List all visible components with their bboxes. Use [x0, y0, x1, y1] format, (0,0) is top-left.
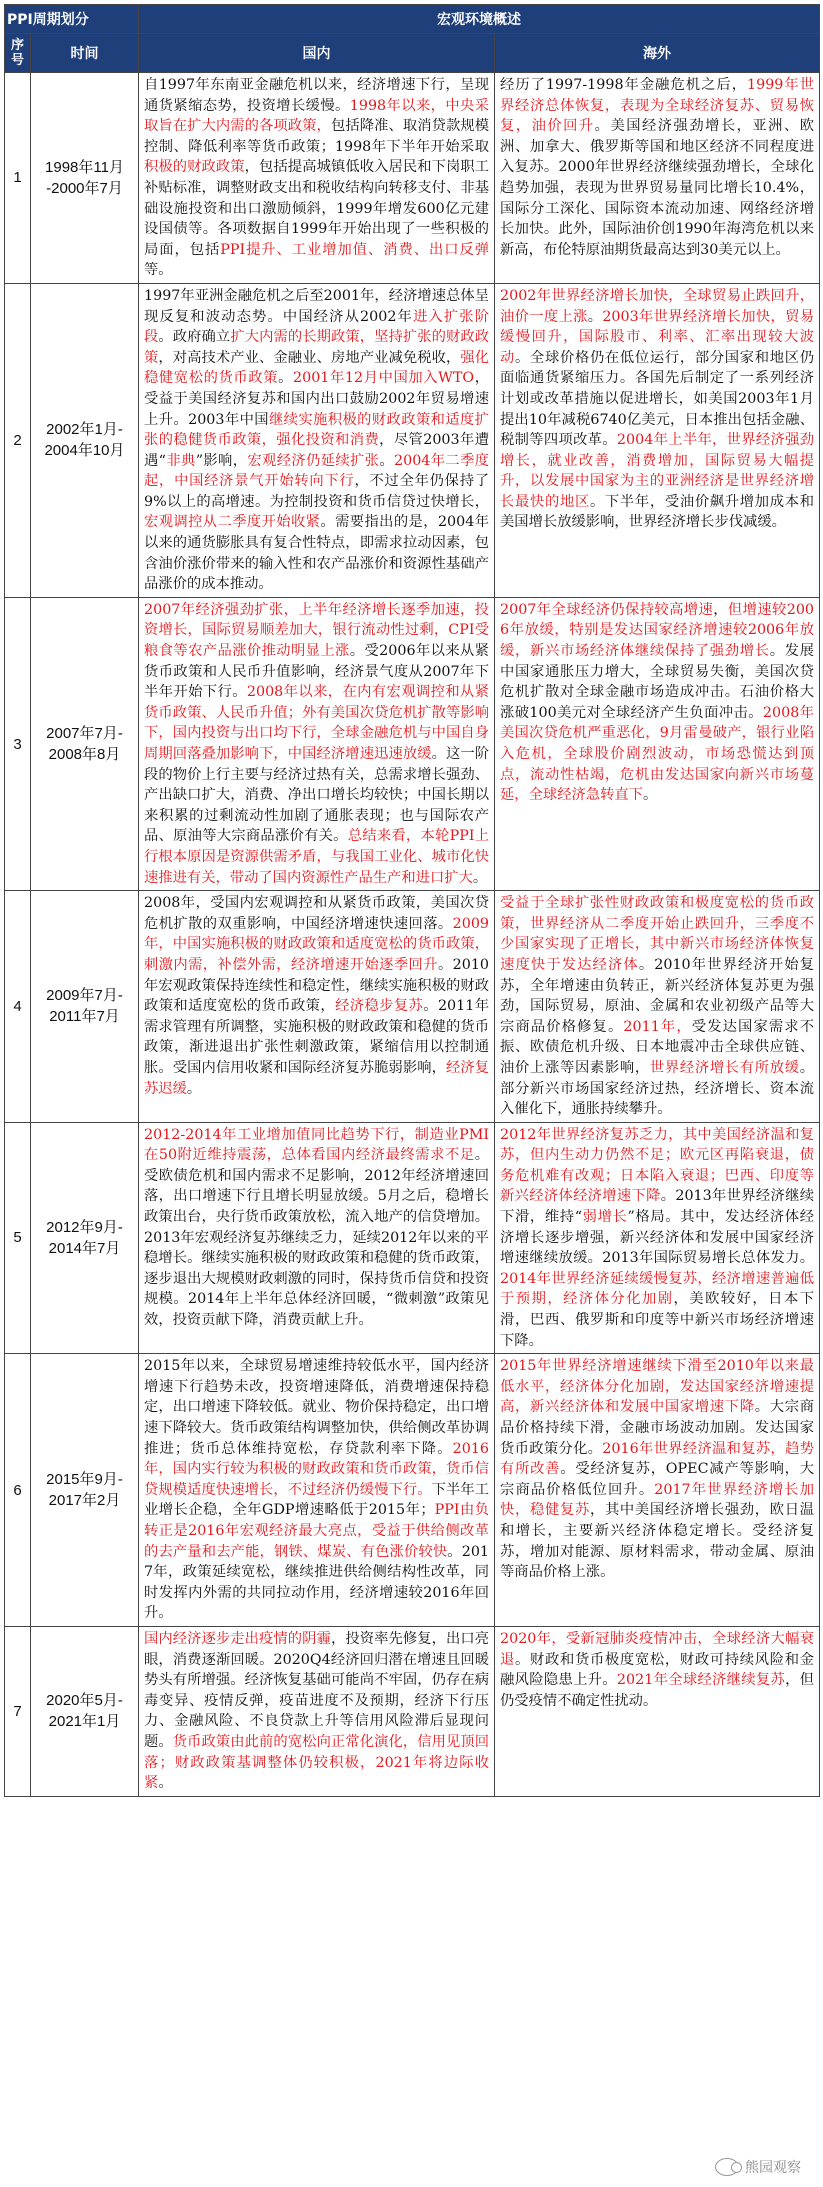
highlight-text: 2004年二季度起，中国经济景气开始转向下行	[144, 452, 490, 490]
body-text: 经历了1997-1998年金融危机之后，	[500, 77, 748, 93]
highlight-text: 2016年世界经济温和复苏，趋势有所改善	[500, 1440, 815, 1478]
body-text: 。部分新兴市场国家经济过热，经济增长、资本流入催化下，通胀持续攀升。	[500, 1059, 815, 1118]
highlight-text: 2003年世界经济增长加快，贸易缓慢回升，国际股市、利率、汇率出现较大波动	[500, 308, 815, 366]
period-line: 2004年10月	[44, 442, 125, 460]
highlight-text: 2014年世界经济延续缓慢复苏，经济增速普遍低于预期，经济体分化加剧	[500, 1270, 815, 1308]
highlight-text: 受益于全球扩张性财政政策和极度宽松的货币政策，世界经济从二季度开始止跌回升，三季度不少国家实现了正增长，其中新兴市场经济体恢复速度快于发达经济体	[500, 895, 815, 973]
row-index: 6	[5, 1354, 31, 1627]
body-text: ，美欧较好，日本下滑，巴西、俄罗斯和印度等中新兴市场经济增速下降。	[500, 1291, 815, 1349]
period-line: 1998年11月	[45, 158, 124, 176]
period-line: 2008年8月	[48, 746, 121, 763]
body-text: 包括降准、取消贷款规模控制、降低利率等货币政策；1998年下半年开始采取	[144, 118, 490, 155]
highlight-text: 稳健复苏	[530, 1502, 590, 1519]
ppi-cycle-table	[4, 4, 820, 1797]
domestic-text	[139, 891, 495, 1123]
highlight-text: 2011年，	[623, 1018, 692, 1035]
row-period	[31, 891, 139, 1123]
body-text: 。2011年需求管理有所调整，实施积极的财政政策和稳健的货币政策，渐进退出扩张性刺激政策，紧缩信用以控制通胀。受国内信用收紧和国际经济复苏脆弱影响，	[144, 998, 490, 1076]
row-index: 5	[5, 1122, 31, 1354]
row-index: 2	[5, 283, 31, 597]
domestic-text	[139, 1122, 495, 1354]
body-text: 自1997年东南亚金融危机以来，经济增速下行，呈现通货紧缩态势，投资增长缓慢。	[144, 77, 490, 114]
macro-environment-header: 宏观环境概述	[139, 5, 820, 34]
body-text: 。	[587, 308, 603, 325]
body-text: 。	[642, 787, 658, 804]
highlight-text: 2015年世界经济增速继续下滑至2010年以来最低水平，经济体分化加剧，发达国家经济增速提高，新兴经济体和发展中国家增速下降	[500, 1358, 815, 1416]
overseas-text	[495, 891, 820, 1123]
body-text: ”影响，	[195, 452, 248, 469]
time-header: 时间	[31, 34, 139, 73]
period-line: -2000年7月	[46, 179, 123, 197]
body-text: ，受益于美国经济复苏和国内出口鼓励2002年贸易增速上升。2003年中国	[144, 370, 490, 428]
period-line: 2017年2月	[48, 1492, 121, 1510]
body-text: 。美国经济强劲增长，亚洲、欧洲、加拿大、俄罗斯等国和地区经济不同程度进入复苏。2000年世界经济继续强劲增长，全球化趋势加强，表现为世界贸易量同比增长10.4%，国际分工深化、国际资本流动加速、网络经济增长加快。此外，国际油价创1990年海湾危机以来新高，布伦特原油期货最高达到30美元以上。	[500, 118, 815, 258]
highlight-text: PPI由负转正是2016年宏观经济最大亮点，受益于供给侧改革的去产量和去产能，钢铁、煤炭、有色涨价较快	[144, 1502, 490, 1560]
highlight-text: 2008年美国次贷危机严重恶化，9月雷曼破产，银行业陷入危机，全球股价剧烈波动，市场恐慌达到顶点，流动性枯竭，危机由发达国家向新兴市场蔓延，全球经济急转直下	[500, 704, 815, 804]
highlight-text: 1998年以来，中央采取旨在扩大内需的各项政策，	[144, 97, 490, 135]
header-row-top	[5, 5, 820, 34]
domestic-text	[139, 597, 495, 890]
row-index: 1	[5, 73, 31, 284]
row-period	[31, 597, 139, 890]
highlight-text: 经济稳步复苏	[335, 998, 424, 1015]
body-text: 。受经济复苏，OPEC减产等影响，大宗商品价格低位回升。	[500, 1461, 815, 1498]
highlight-text: 2021年全球经济继续复苏	[616, 1672, 786, 1689]
body-text: ，尽管2003年遭遇“	[144, 432, 490, 469]
body-text: 。受欧债危机和国内需求不足影响，2012年经济增速回落，出口增速下行且增长明显放缓。5月之后，稳增长政策出台，央行货币政策放松，流入地产的信贷增加。2013年宏观经济复苏继续乏力，延续2012年以来的平稳增长。继续实施积极的财政政策和稳健的货币政策，逐步退出大规模财政刺激的同时，保持货币信贷和投资规模。2014年上半年总体经济回暖，“微刺激”政策见效，投资贡献下降，消费贡献上升。	[144, 1147, 490, 1329]
body-text: 2008年，受国内宏观调控和从紧货币政策，美国次贷危机扩散的双重影响，中国经济增速快速回落。	[144, 895, 490, 932]
body-text: ，	[713, 601, 728, 618]
watermark-text: 熊园观察	[745, 2160, 801, 2176]
period-line: 2014年7月	[48, 1239, 121, 1257]
body-text: 。下半年，受油价飙升增加成本和美国增长放缓影响，世界经济增长步伐减缓。	[500, 493, 815, 531]
highlight-text: 积极的财政政策	[144, 159, 245, 176]
highlight-text: 2008年以来，在内有宏观调控和从紧货币政策、人民币升值；外有美国次贷危机扩散等影响下，国内投资与出口均下行，全球金融危机与中国自身周期回落叠加影响下，中国经济增速迅速放缓	[144, 684, 490, 762]
table-row	[5, 73, 820, 284]
body-text: 。需要指出的是，2004年以来的通货膨胀具有复合性特点，即需求拉动因素，包含油价涨价带来的输入性和农产品涨价和资源性基础产品涨价的成本推动。	[144, 514, 490, 593]
highlight-text: 2012年世界经济复苏乏力，其中美国经济温和复苏，但内生动力仍然不足；欧元区再陷衰退，债务危机难有改观；日本陷入衰退；巴西、印度等新兴经济体经济增速下降	[500, 1126, 815, 1205]
highlight-text: 世界经济增长有所放缓	[649, 1059, 800, 1076]
row-period	[31, 73, 139, 284]
overseas-text	[495, 73, 820, 284]
overseas-text	[495, 1354, 820, 1627]
body-text: 下半年工业增长企稳，全年GDP增速略低于2015年；	[144, 1481, 490, 1519]
body-text: 2015年以来，全球贸易增速维持较低水平，国内经济增速下行趋势未改，投资增速降低，消费增速保持稳定，出口增速下降较低。就业、物价保持稳定，出口增速下降较大。货币政策结构调整加快，供给侧改革协调推进；货币总体维持宽松，存贷款利率下降。	[144, 1358, 490, 1457]
row-period	[31, 1626, 139, 1796]
highlight-text: 2002年世界经济增长加快，全球贸易止跌回升，油价一度上涨	[500, 287, 815, 325]
body-text: ，其中美国经济增长强劲，欧日温和增长，主要新兴经济体稳定增长。受经济复苏，增加对能源、原材料需求，带动金属、原油等商品价格上涨。	[500, 1502, 815, 1581]
header-row-bottom	[5, 34, 820, 73]
row-index: 7	[5, 1626, 31, 1796]
body-text: ”格局。其中，发达经济体经济增长逐步增强，新兴经济体和发展中国家经济增速继续放缓。2013年国际贸易增长总体发力。	[500, 1209, 815, 1267]
index-header: 序号	[5, 34, 31, 73]
table-row	[5, 1122, 820, 1354]
body-text: 。大宗商品价格持续下滑，金融市场波动加剧。发达国家货币政策分化。	[500, 1399, 815, 1457]
body-text: 等。	[144, 262, 173, 279]
highlight-text: 2016年，国内实行较为积极的财政政策和货币政策，货币信贷规模适度快速增长，不过经济仍缓慢下行。	[144, 1440, 490, 1498]
period-line: 2002年1月-	[46, 421, 123, 439]
overseas-text	[495, 597, 820, 890]
body-text: ，包括提高城镇低收入居民和下岗职工补贴标准，调整财政支出和税收结构向转移支付、非基础设施投资和出口激励倾斜，1999年增发600亿元建设国债等。各项数据自1999年开始出现了一些积极的局面，包括	[144, 159, 490, 258]
overseas-text	[495, 283, 820, 597]
body-text: 。	[472, 869, 488, 886]
body-text: 。全球价格仍在低位运行，部分国家和地区仍面临通货紧缩压力。各国先后制定了一系列经济计划或改革措施以促进增长，如美国2003年1月提出10年减税6740亿美元，日本推出包括金融、税制等四项改革。	[500, 349, 815, 449]
highlight-text: 2007年经济强劲扩张，上半年经济增长逐季加速，投资增长，国际贸易顺差加大，银行流动性过剩，CPI受粮食等农产品涨价推动明显上涨	[144, 601, 490, 660]
highlight-text: 经济复苏迟缓	[144, 1059, 490, 1097]
table-row	[5, 283, 820, 597]
period-line: 2015年9月-	[46, 1471, 123, 1489]
highlight-text: 宏观经济仍延续扩张	[247, 452, 380, 469]
domestic-header: 国内	[139, 34, 495, 73]
highlight-text: 2012-2014年工业增加值同比趋势下行，制造业PMI在50附近维持震荡，总体看国内经济最终需求不足	[144, 1126, 490, 1164]
highlight-text: PPI提升、工业增加值、消费、出口反弹	[220, 241, 490, 258]
body-text: 受发达国家需求不振、欧债危机升级、日本地震冲击全球供应链、油价上涨等因素影响，	[500, 1018, 815, 1076]
body-text: 。	[278, 370, 294, 387]
highlight-text: 2004年上半年，世界经济强劲增长，就业改善，消费增加，国际贸易大幅提升，以发展中国家为主的亚洲经济是世界经济增长最快的地区	[500, 432, 815, 510]
highlight-text: 弱增长	[582, 1209, 628, 1226]
table-row	[5, 597, 820, 890]
body-text: 。2010年宏观政策保持连续性和稳定性，继续实施积极的财政政策和适度宽松的货币政策，	[144, 956, 490, 1015]
ppi-cycle-header: PPI周期划分	[5, 5, 139, 34]
period-line: 2020年5月-	[46, 1692, 123, 1710]
body-text: ，不过全年仍保持了9%以上的高增速。为控制投资和货币信贷过快增长，	[144, 473, 490, 510]
table-row	[5, 1626, 820, 1796]
highlight-text: 但增速较2006年放缓，特别是发达国家经济增速较2006年放缓，新兴市场经济体继续保持了强劲增长	[500, 601, 815, 660]
domestic-text	[139, 283, 495, 597]
overseas-text	[495, 1626, 820, 1796]
table-row	[5, 1354, 820, 1627]
table-row	[5, 891, 820, 1123]
period-line: 2007年7月-	[46, 725, 123, 742]
highlight-text: 2017年世界经济增长加快，	[500, 1481, 815, 1519]
body-text: 。2017年，政策延续宽松，继续推进供给侧结构性改革，同时发挥内外需的共同拉动作用，经济增速较2016年回升。	[144, 1543, 490, 1622]
highlight-text: 宏观调控从二季度开始收紧	[144, 514, 321, 531]
body-text: ，对高技术产业、金融业、房地产业减免税收，	[158, 349, 461, 366]
row-period	[31, 1122, 139, 1354]
body-text: 。政府确立	[158, 329, 231, 346]
period-line: 2012年9月-	[46, 1218, 123, 1236]
highlight-text: 2020年，受新冠肺炎疫情冲击，全球经济大幅衰退	[500, 1630, 815, 1668]
body-text: 。2013年世界经济继续下滑，维持“	[500, 1188, 815, 1226]
body-text: 1997年亚洲金融危机之后至2001年，经济增速总体呈现反复和波动态势。中国经济从2002年	[144, 287, 490, 325]
body-text: ，投资率先修复，出口亮眼，消费逐渐回暖。2020Q4经济回归潜在增速且回暖势头有所增强。经济恢复基础可能尚不牢固，仍存在病毒变异、疫情反弹，疫苗进度不及预期，经济下行压力、金融风险、不良贷款上升等信用风险滞后显现问题。	[144, 1630, 490, 1750]
highlight-text: 货币政策由此前的宽松向正常化演化，信用见顶回落；财政政策基调整体仍较积极，2021年将边际收紧	[144, 1733, 490, 1792]
highlight-text: 扩大内需的长期政策，坚持扩张的财政政策	[144, 329, 490, 366]
domestic-text	[139, 1626, 495, 1796]
row-index: 4	[5, 891, 31, 1123]
body-text: 。这一阶段的物价上行主要与经济过热有关，总需求增长强劲、产出缺口扩大，消费、净出口增长均较快；中国长期以来积累的过剩流动性加剧了通胀表现；也与国际农产品、原油等大宗商品涨价有关。	[144, 746, 490, 845]
highlight-text: 国内经济逐步走出疫情的阴霾	[144, 1630, 331, 1647]
highlight-text: 2001年12月中国加入WTO	[293, 370, 475, 387]
body-text: 。	[186, 1080, 202, 1097]
body-text: 。财政和货币极度宽松，财政可持续风险和金融风险隐患上升。	[500, 1651, 815, 1689]
highlight-text: 总结来看，本轮PPI上行根本原因是资源供需矛盾，与我国工业化、城市化快速推进有关，带动了国内资源性产品生产和进口扩大	[144, 828, 490, 886]
watermark	[715, 2157, 801, 2177]
highlight-text: 1999年世界经济总体恢复，表现为全球经济复苏、贸易恢复，油价回升	[500, 77, 815, 135]
wechat-icon	[715, 2158, 739, 2176]
overseas-header: 海外	[495, 34, 820, 73]
domestic-text	[139, 1354, 495, 1627]
highlight-text: 强化稳健宽松的货币政策	[144, 349, 490, 387]
body-text: ，但仍受疫情不确定性扰动。	[500, 1672, 815, 1709]
row-period	[31, 1354, 139, 1627]
highlight-text: 非典	[166, 452, 196, 469]
body-text: 。受2006年以来从紧货币政策和人民币升值影响，经济景气度从2007年下半年开始下行。	[144, 643, 490, 701]
body-text: 。发展中国家通胀压力增大，全球贸易失衡，美国次贷危机扩散对全球金融市场造成冲击。石油价格大涨破100美元对全球经济产生负面冲击。	[500, 643, 815, 721]
overseas-text	[495, 1122, 820, 1354]
period-line: 2021年1月	[48, 1713, 121, 1731]
domestic-text	[139, 73, 495, 284]
period-line: 2011年7月	[49, 1008, 120, 1026]
period-line: 2009年7月-	[46, 987, 123, 1005]
body-text: 。2010年世界经济开始复苏，全年增速由负转正，新兴经济体复苏更为强劲，国际贸易，原油、金属和农业初级产品等大宗商品价格修复。	[500, 956, 815, 1035]
highlight-text: 继续实施积极的财政政策和适度扩张的稳健货币政策，强化投资和消费	[144, 411, 490, 449]
highlight-text: 2007年全球经济仍保持较高增速	[500, 601, 714, 618]
highlight-text: 2009年，中国实施积极的财政政策和适度宽松的货币政策，刺激内需，补偿外需，经济增速开始逐季回升	[144, 915, 490, 973]
body-text: 。	[379, 452, 395, 469]
row-index: 3	[5, 597, 31, 890]
body-text: 。	[158, 1775, 173, 1792]
highlight-text: 进入扩张阶段	[144, 308, 490, 346]
row-period	[31, 283, 139, 597]
